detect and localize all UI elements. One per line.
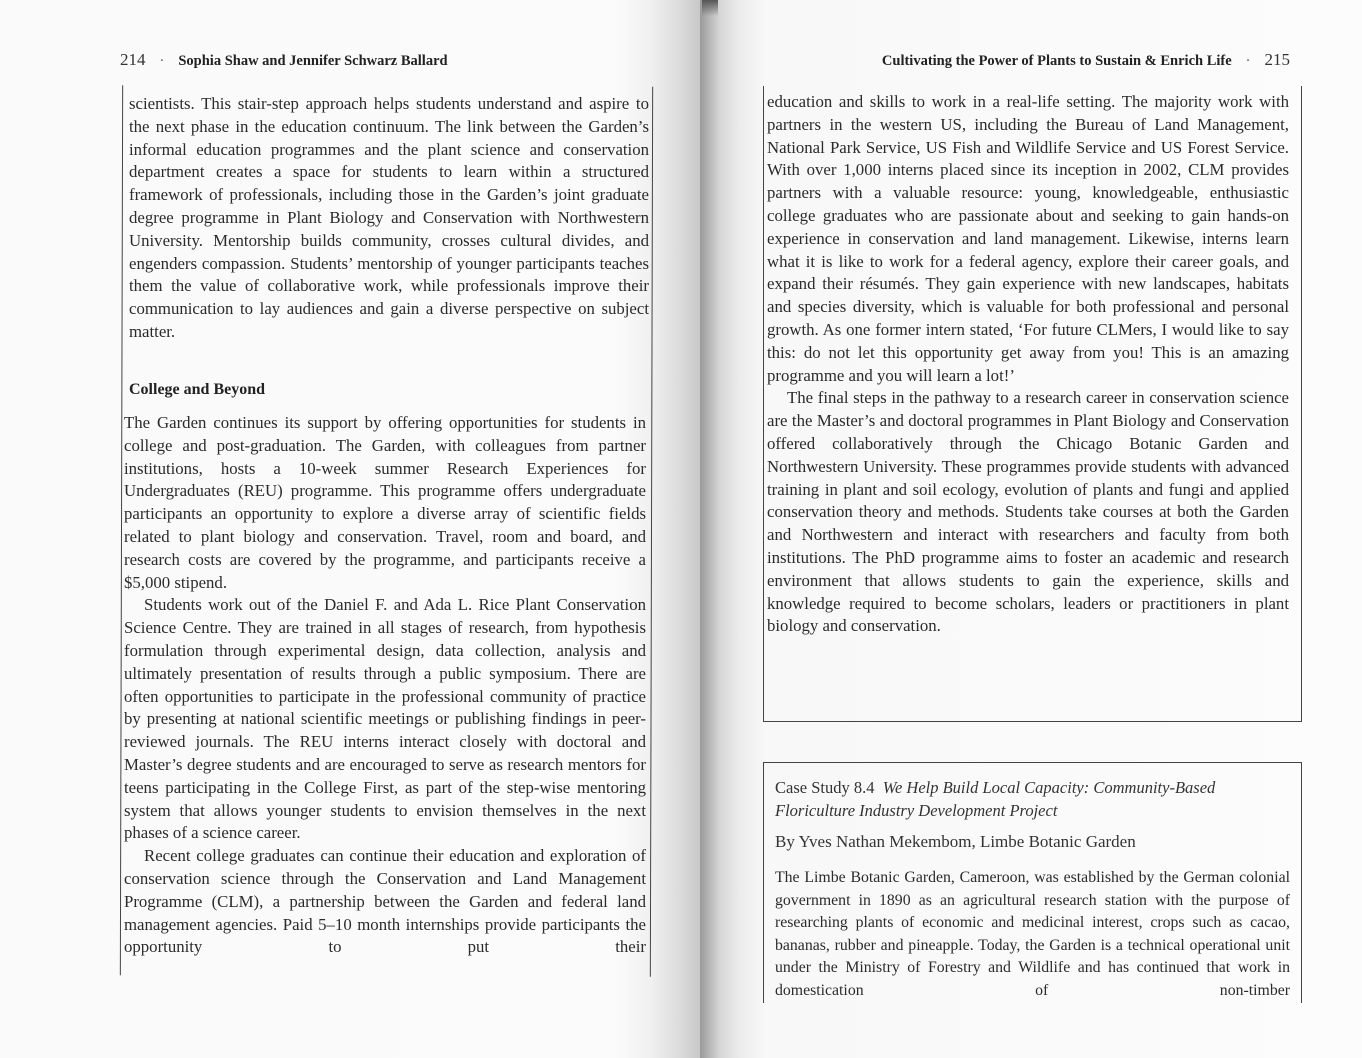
case-study-body — [775, 867, 1290, 1003]
right-running-head — [882, 50, 1290, 70]
case-study-author: By Yves Nathan Mekembom, Limbe Botanic Garden — [775, 832, 1136, 851]
left-running-title: Sophia Shaw and Jennifer Schwarz Ballard — [178, 53, 448, 69]
paragraph: The Limbe Botanic Garden, Cameroon, was established by the German colonial government in 1890 as an agricultural research station with the purpose of researching plants of economic and medicinal interest, crops such as cacao, bananas, rubber and pineapple. Today, the Garden is a technical operational unit under the Ministry of Forestry and Wildlife and has continued that work in domestication of non-timber — [775, 869, 1290, 999]
paragraph: The final steps in the pathway to a research career in conservation science are the Master’s and doctoral programmes in Plant Biology and Conservation offered collaboratively through the Chicago Botanic Garden and Northwestern University. These programmes provide students with advanced training in plant and soil ecology, evolution of plants and fungi and applied conservation theory and methods. Students take courses at both the Garden and Northwestern and interact with researchers and faculty from both institutions. The PhD programme aims to foster an academic and research environment that allows students to gain the experience, skills and knowledge required to become scholars, leaders or practitioners in plant biology and conservation. — [767, 388, 1289, 636]
left-body-top — [129, 93, 649, 344]
right-running-title: Cultivating the Power of Plants to Sustain & Enrich Life — [881, 53, 1232, 69]
paragraph: Students work out of the Daniel F. and Ada L. Rice Plant Conservation Science Centre. They are trained in all stages of research, from hypothesis formulation through experimental design, data collection, analysis and ultimately presentation of results through a public symposium. There are often opportunities to participate in the professional community of practice by presenting at national scientific meetings or publishing findings in peer-reviewed journals. The REU interns interact closely with doctoral and Master’s degree students and are encouraged to serve as research mentors for teens participating in the College First, as part of the step-wise mentoring system that allows younger students to envision themselves in the next phases of a science career. — [124, 595, 646, 843]
left-body-bottom — [124, 412, 646, 959]
right-body — [767, 91, 1289, 638]
header-separator: · — [1245, 53, 1251, 69]
paragraph: The Garden continues its support by offering opportunities for students in college and post-graduation. The Garden, with colleagues from partner institutions, hosts a 10-week summer Research Experiences for Undergraduates (REU) programme. This programme offers undergraduate participants an opportunity to explore a diverse array of scientific fields related to plant biology and conservation. Travel, room and board, and research costs are covered by the programme, and participants receive a $5,000 stipend. — [124, 413, 646, 592]
section-heading: College and Beyond — [129, 381, 266, 398]
header-separator: · — [159, 53, 165, 69]
paragraph: education and skills to work in a real-life setting. The majority work with partners in the western US, including the Bureau of Land Management, National Park Service, US Fish and Wildlife Service and US Forest Service. With over 1,000 interns placed since its inception in 2002, CLM provides partners with a valuable resource: young, knowledgeable, enthusiastic college graduates who are passionate about and seeking to gain hands-on experience in conservation and land management. Likewise, interns learn what it is like to work for a federal agency, explore their career goals, and expand their résumés. They gain experience with new landscapes, habitats and species diversity, which is valuable for both professional and personal growth. As one former intern stated, ‘For future CLMers, I would like to say this: do not let this opportunity get away from you! This is an amazing programme and you will learn a lot!’ — [767, 92, 1289, 385]
paragraph: Recent college graduates can continue their education and exploration of conservation science through the Conservation and Land Management Programme (CLM), a partnership between the Garden and federal land management agencies. Paid 5–10 month internships provide participants the opportunity to put their — [124, 846, 646, 957]
case-study-heading: We Help Build Local Capacity: Community-Based Floriculture Industry Development Project — [775, 778, 1216, 820]
case-study-title — [775, 777, 1275, 822]
case-study-label: Case Study 8.4 — [775, 778, 875, 797]
gutter-shadow — [702, 0, 718, 16]
right-page-number: 215 — [1264, 50, 1290, 69]
left-running-head — [120, 50, 448, 70]
left-page-number: 214 — [120, 50, 146, 69]
paragraph: scientists. This stair-step approach helps students understand and aspire to the next phase in the education continuum. The link between the Garden’s informal education programmes and the plant science and conservation department creates a space for students to learn within a structured framework of professionals, including those in the Garden’s joint graduate degree programme in Plant Biology and Conservation with Northwestern University. Mentorship builds community, crosses cultural divides, and engenders compassion. Students’ mentorship of younger participants teaches them the value of collaborative work, while professionals improve their communication to lay audiences and gain a diverse perspective on subject matter. — [129, 94, 649, 341]
